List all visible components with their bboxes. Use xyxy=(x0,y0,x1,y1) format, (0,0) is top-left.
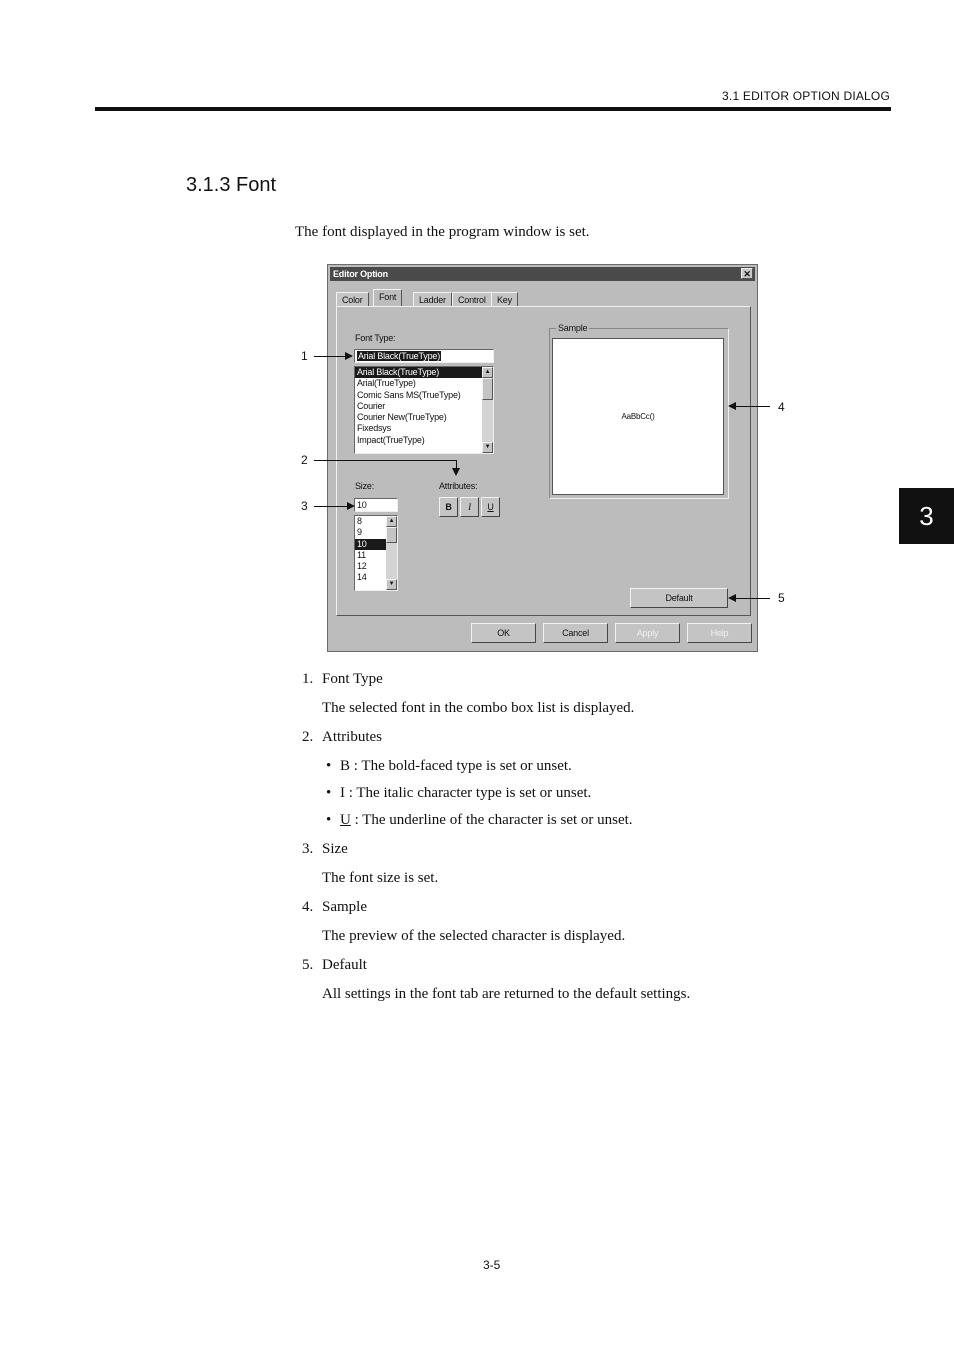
callout-line xyxy=(736,598,770,599)
callout-line xyxy=(736,406,770,407)
list-item[interactable]: 9 xyxy=(357,527,362,538)
bullet-key: B xyxy=(340,758,351,774)
size-list-scrollbar[interactable] xyxy=(386,516,397,590)
bullet-item xyxy=(300,784,860,802)
list-item[interactable]: Arial(TrueType) xyxy=(357,378,416,389)
bold-button[interactable]: B xyxy=(439,497,458,517)
item-title: Default xyxy=(322,957,367,973)
section-intro: The font displayed in the program window is set. xyxy=(295,224,590,240)
callout-number: 1 xyxy=(301,349,308,363)
attributes-label: Attributes: xyxy=(439,481,478,491)
tab-ladder[interactable]: Ladder xyxy=(413,292,452,306)
item-number: 2. xyxy=(302,729,314,745)
font-type-list[interactable] xyxy=(354,366,494,454)
list-item xyxy=(300,956,860,974)
list-item xyxy=(300,728,860,746)
bullet-text: : The underline of the character is set or unset. xyxy=(350,812,633,828)
ok-button[interactable]: OK xyxy=(471,623,536,643)
arrow-left-icon xyxy=(728,402,736,410)
section-title: 3.1.3 Font xyxy=(186,174,277,196)
arrow-right-icon xyxy=(347,502,355,510)
item-title: Attributes xyxy=(322,729,382,745)
list-item xyxy=(300,670,860,688)
size-list[interactable] xyxy=(354,515,398,591)
page-number: 3-5 xyxy=(483,1258,501,1272)
arrow-left-icon xyxy=(728,594,736,602)
list-item[interactable]: Comic Sans MS(TrueType) xyxy=(357,389,461,400)
bullet-text: : The italic character type is set or unset. xyxy=(345,785,592,801)
cancel-button[interactable]: Cancel xyxy=(543,623,608,643)
tab-key[interactable]: Key xyxy=(491,292,518,306)
bullet-dot: • xyxy=(326,812,332,828)
sample-preview xyxy=(552,338,724,495)
item-body: All settings in the font tab are returned to the default settings. xyxy=(322,986,691,1002)
list-item xyxy=(300,840,860,858)
item-title: Font Type xyxy=(322,671,383,687)
scroll-up-icon[interactable]: ▲ xyxy=(386,516,397,527)
underline-button[interactable]: U xyxy=(481,497,500,517)
list-item xyxy=(300,898,860,916)
tab-control[interactable]: Control xyxy=(452,292,492,306)
scroll-up-icon[interactable]: ▲ xyxy=(482,367,493,378)
item-body: The selected font in the combo box list is displayed. xyxy=(322,700,635,716)
bullet-key: U xyxy=(340,812,351,828)
font-list-scrollbar[interactable] xyxy=(482,367,493,453)
scroll-thumb[interactable] xyxy=(482,378,493,400)
callout-number: 3 xyxy=(301,499,308,513)
bullet-key: I xyxy=(340,785,345,801)
arrow-down-icon xyxy=(452,468,460,476)
description-list xyxy=(300,670,860,1014)
font-type-label: Font Type: xyxy=(355,333,396,343)
bullet-text: : The bold-faced type is set or unset. xyxy=(350,758,572,774)
scroll-thumb[interactable] xyxy=(386,527,397,543)
item-body: The preview of the selected character is displayed. xyxy=(322,928,626,944)
callout-line xyxy=(314,460,457,461)
scroll-down-icon[interactable]: ▼ xyxy=(386,579,397,590)
item-number: 5. xyxy=(302,957,314,973)
callout-number: 4 xyxy=(778,400,785,414)
sample-text: AaBbCc() xyxy=(621,412,655,421)
item-number: 3. xyxy=(302,841,314,857)
chapter-tab: 3 xyxy=(899,488,954,544)
apply-button[interactable]: Apply xyxy=(615,623,680,643)
sample-groupbox xyxy=(549,323,729,499)
list-item[interactable]: Fixedsys xyxy=(357,423,391,434)
header-rule xyxy=(95,107,891,111)
arrow-right-icon xyxy=(345,352,353,360)
list-item[interactable]: 12 xyxy=(357,561,367,572)
bullet-dot: • xyxy=(326,785,332,801)
tab-font[interactable]: Font xyxy=(373,289,402,307)
dialog-titlebar xyxy=(330,267,755,281)
item-title: Size xyxy=(322,841,348,857)
list-item[interactable]: 10 xyxy=(355,539,397,550)
callout-line xyxy=(314,356,346,357)
running-header: 3.1 EDITOR OPTION DIALOG xyxy=(722,89,890,103)
item-number: 4. xyxy=(302,899,314,915)
italic-button[interactable]: I xyxy=(460,497,479,517)
default-button[interactable]: Default xyxy=(630,588,728,608)
help-button[interactable]: Help xyxy=(687,623,752,643)
item-title: Sample xyxy=(322,899,367,915)
callout-number: 5 xyxy=(778,591,785,605)
scroll-down-icon[interactable]: ▼ xyxy=(482,442,493,453)
font-type-value: Arial Black(TrueType) xyxy=(358,351,440,361)
list-item[interactable]: Courier xyxy=(357,400,386,411)
list-item[interactable]: 11 xyxy=(357,549,366,560)
list-item[interactable]: Courier New(TrueType) xyxy=(357,412,447,423)
sample-label: Sample xyxy=(558,323,588,333)
item-body: The font size is set. xyxy=(322,870,439,886)
item-number: 1. xyxy=(302,671,314,687)
tab-color[interactable]: Color xyxy=(336,292,369,306)
font-type-combo-input[interactable] xyxy=(354,349,494,363)
callout-line xyxy=(314,506,348,507)
bullet-item xyxy=(300,757,860,775)
editor-option-dialog xyxy=(327,264,758,652)
list-item[interactable]: Arial Black(TrueType) xyxy=(355,367,493,378)
bullet-item xyxy=(300,811,860,829)
size-label: Size: xyxy=(355,481,375,491)
list-item[interactable]: 8 xyxy=(357,516,362,526)
close-icon[interactable]: ✕ xyxy=(741,268,753,279)
size-input[interactable]: 10 xyxy=(354,498,398,512)
list-item[interactable]: Impact(TrueType) xyxy=(357,434,425,445)
callout-number: 2 xyxy=(301,453,308,467)
list-item[interactable]: 14 xyxy=(357,572,367,583)
dialog-title: Editor Option xyxy=(333,269,388,279)
bullet-dot: • xyxy=(326,758,332,774)
